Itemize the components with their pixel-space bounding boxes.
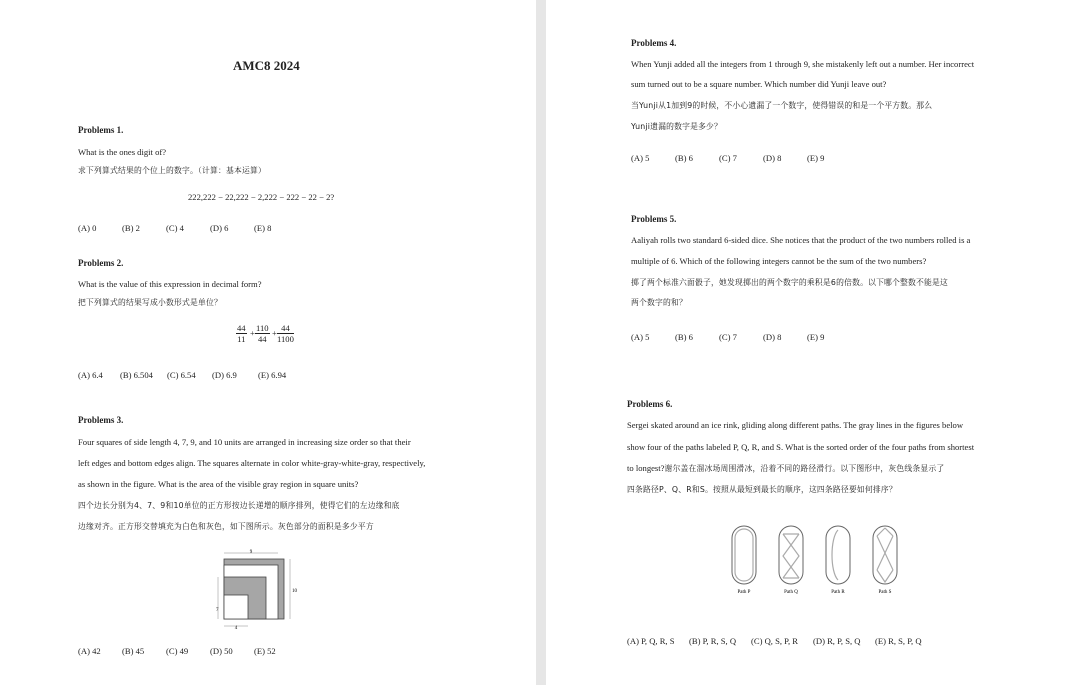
problem-4-options	[631, 153, 824, 164]
option-d: (D) 6.9	[212, 370, 237, 380]
fraction-2: $\frac{110}{44}$	[256, 323, 269, 344]
option-c: (C) 7	[719, 153, 737, 163]
problem-5-text-line2: multiple of 6. Which of the following integers cannot be the sum of the two numbers?	[631, 256, 927, 266]
problem-2-text-cn: 把下列算式的结果写成小数形式是单位？	[78, 298, 222, 307]
right-page	[546, 0, 1080, 685]
option-d: (D) 8	[763, 332, 782, 342]
problem-2-options	[78, 370, 286, 381]
option-b: (B) 2	[122, 223, 140, 233]
path-s-track-outer	[873, 526, 897, 584]
option-a: (A) 42	[78, 646, 101, 656]
option-b: (B) 6.504	[120, 370, 153, 380]
path-q-gray-line	[783, 534, 799, 578]
problem-5-text-line1: Aaliyah rolls two standard 6-sided dice. She notices that the product of the two numbers rolled is a	[631, 235, 971, 245]
problem-4-text-line2: sum turned out to be a square number. Which number did Yunji leave out?	[631, 79, 887, 89]
problem-6-text-line1: Sergei skated around an ice rink, gliding along different paths. The gray lines in the figures below	[627, 420, 964, 430]
option-a: (A) 5	[631, 153, 650, 163]
option-e: (E) 52	[254, 646, 276, 656]
problem-3-text-line3: as shown in the figure. What is the area of the visible gray region in square units?	[78, 479, 359, 489]
option-b: (B) P, R, S, Q	[689, 636, 737, 646]
squares-figure	[212, 547, 302, 632]
path-p-gray-line	[735, 529, 753, 581]
option-a: (A) P, Q, R, S	[627, 636, 675, 646]
problem-1-options	[78, 223, 271, 234]
option-c: (C) Q, S, P, R	[751, 636, 799, 646]
option-e: (E) 9	[807, 332, 825, 342]
problem-3-text-cn-line2: 边缘对齐。正方形交替填充为白色和灰色，如下图所示。灰色部分的面积是多少平方	[78, 522, 374, 531]
problem-5-text-cn-line2: 两个数字的和？	[631, 298, 687, 307]
fraction-1: $\frac{44}{11}$	[237, 323, 246, 344]
path-r-track-outer	[826, 526, 850, 584]
option-a: (A) 0	[78, 223, 97, 233]
problem-3-options	[78, 646, 276, 657]
option-c: (C) 4	[166, 223, 184, 233]
option-a: (A) 5	[631, 332, 650, 342]
problem-2-heading: Problems 2.	[78, 258, 124, 268]
path-r-gray-line	[832, 530, 838, 580]
option-d: (D) 8	[763, 153, 782, 163]
square-4-white	[224, 595, 248, 619]
option-e: (E) 9	[807, 153, 825, 163]
option-b: (B) 6	[675, 332, 693, 342]
label-path-p: Path P	[737, 590, 751, 595]
label-path-q: Path Q	[784, 590, 798, 595]
paths-figure	[726, 520, 906, 600]
path-s-gray-line	[877, 528, 893, 582]
label-9: 9	[249, 550, 253, 555]
plus-sign: +	[250, 328, 255, 338]
problem-1-expression: 222,222 − 22,222 − 2,222 − 222 − 22 − 2?	[188, 192, 335, 202]
problem-6-text-line3: to longest?谢尔盖在溜冰场周围滑冰，沿着不同的路径滑行。以下图形中，灰色线条显示了	[627, 463, 945, 473]
problem-5-options	[631, 332, 824, 343]
problem-6-heading: Problems 6.	[627, 399, 673, 409]
option-c: (C) 49	[166, 646, 189, 656]
label-path-r: Path R	[831, 590, 845, 595]
fraction-3: $\frac{44}{1100}$	[277, 323, 294, 344]
path-q-track-outer	[779, 526, 803, 584]
problem-1-heading: Problems 1.	[78, 125, 124, 135]
problem-6-text-cn-line2: 四条路径P、Q、R和S。按照从最短到最长的顺序，这四条路径要如何排序？	[627, 485, 897, 494]
option-d: (D) 6	[210, 223, 229, 233]
problem-3-text-cn-line1: 四个边长分别为4、7、9和10单位的正方形按边长递增的顺序排列，使得它们的左边缘和底	[78, 501, 400, 510]
problem-4-text-line1: When Yunji added all the integers from 1 through 9, she mistakenly left out a number. Her incorrect	[631, 59, 975, 69]
label-4: 4	[234, 626, 238, 631]
page-divider	[536, 0, 546, 685]
option-a: (A) 6.4	[78, 370, 103, 380]
plus-sign: +	[272, 328, 277, 338]
option-e: (E) R, S, P, Q	[875, 636, 922, 646]
option-c: (C) 7	[719, 332, 737, 342]
problem-1-text: What is the ones digit of?	[78, 147, 167, 157]
option-b: (B) 6	[675, 153, 693, 163]
problem-3-text-line2: left edges and bottom edges align. The squares alternate in color white-gray-white-gray, respectively,	[78, 458, 426, 468]
document-title: AMC8 2024	[233, 58, 300, 73]
problem-1-text-cn: 求下列算式结果的个位上的数字。（计算：基本运算）	[78, 166, 267, 175]
problem-4-text-cn-line2: Yunji遗漏的数字是多少？	[631, 122, 723, 131]
problem-3-heading: Problems 3.	[78, 415, 124, 425]
label-7: 7	[216, 608, 219, 613]
problem-5-text-cn-line1: 掷了两个标准六面骰子，她发现掷出的两个数字的乘积是6的倍数。以下哪个整数不能是这	[631, 278, 949, 287]
option-e: (E) 8	[254, 223, 272, 233]
problem-6-options	[627, 636, 922, 647]
option-e: (E) 6.94	[258, 370, 287, 380]
problem-4-text-cn-line1: 当Yunji从1加到9的时候，不小心遗漏了一个数字，使得错误的和是一个平方数。那么	[631, 101, 933, 110]
label-path-s: Path S	[878, 590, 892, 595]
option-b: (B) 45	[122, 646, 145, 656]
label-10: 10	[292, 589, 297, 594]
problem-2-text: What is the value of this expression in decimal form?	[78, 279, 262, 289]
option-c: (C) 6.54	[167, 370, 196, 380]
option-d: (D) R, P, S, Q	[813, 636, 861, 646]
problem-6-text-line2: show four of the paths labeled P, Q, R, and S. What is the sorted order of the four paths from shortest	[627, 442, 975, 452]
problem-5-heading: Problems 5.	[631, 214, 677, 224]
problem-4-heading: Problems 4.	[631, 38, 677, 48]
option-d: (D) 50	[210, 646, 233, 656]
problem-3-text-line1: Four squares of side length 4, 7, 9, and 10 units are arranged in increasing size order so that their	[78, 437, 411, 447]
left-page	[0, 0, 536, 685]
